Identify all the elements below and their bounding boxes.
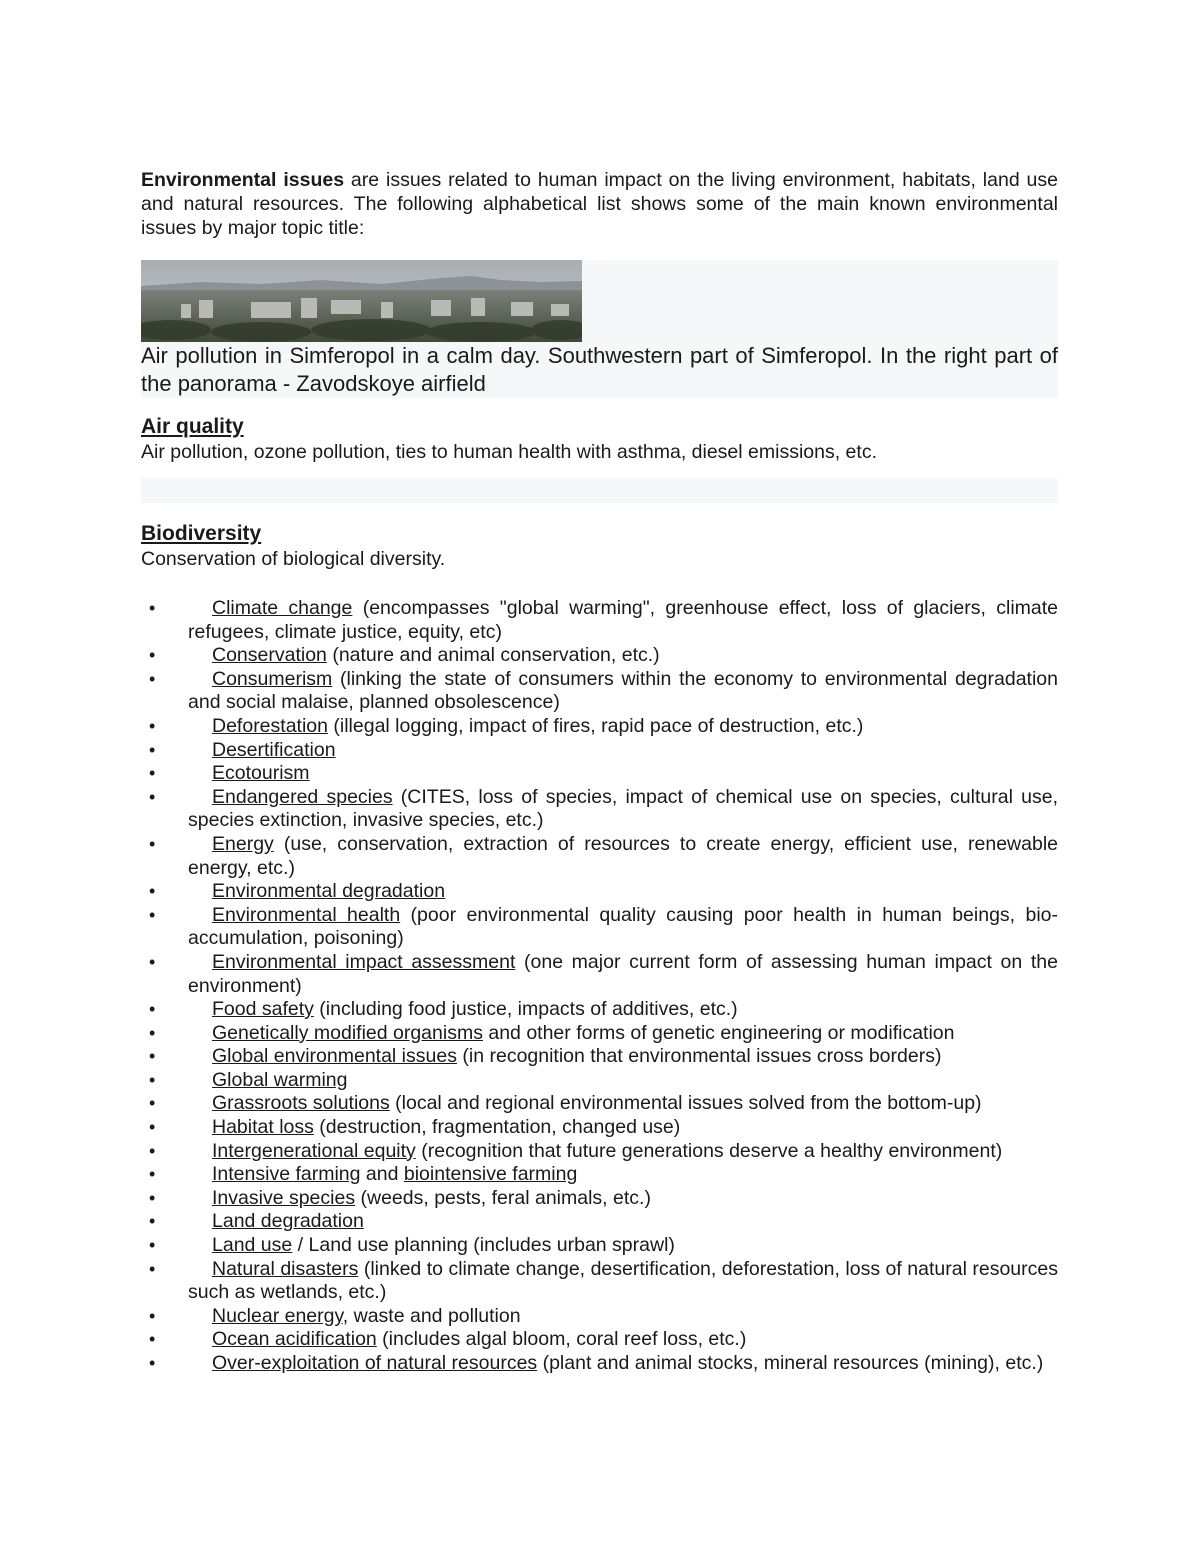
biodiversity-heading[interactable]: Biodiversity [141,522,262,545]
list-item [141,1352,1058,1376]
bullet-icon: • [149,645,156,666]
list-item [141,597,1058,644]
list-item [141,833,1058,880]
issue-link[interactable]: Natural disasters [212,1257,359,1280]
list-item [141,1305,1058,1329]
intro-bold-term: Environmental issues [141,169,345,191]
bullet-icon: • [149,833,156,854]
list-item [141,644,1058,668]
list-item [141,1163,1058,1187]
list-item [141,904,1058,951]
list-item [141,1328,1058,1352]
panorama-image [141,260,582,342]
biodiversity-text: Conservation of biological diversity. [141,548,446,570]
list-item [141,1116,1058,1140]
list-item [141,739,1058,763]
bullet-icon: • [149,1305,156,1326]
issue-description: (weeds, pests, feral animals, etc.) [355,1186,651,1209]
issue-link[interactable]: Environmental degradation [212,880,446,903]
issues-list [141,597,1058,1376]
issue-link[interactable]: Conservation [212,644,327,667]
list-item [141,1140,1058,1164]
bullet-icon: • [149,1117,156,1138]
issue-description: and other forms of genetic engineering or modification [482,1021,955,1044]
issue-description: (plant and animal stocks, mineral resources (mining), etc.) [537,1352,1044,1374]
issue-description: (nature and animal conservation, etc.) [326,644,660,667]
panorama-figure [141,260,1058,398]
issue-description: (recognition that future generations deserve a healthy environment) [415,1139,1003,1162]
list-item [141,880,1058,904]
list-item [141,786,1058,833]
bullet-icon: • [149,1235,156,1256]
air-quality-heading[interactable]: Air quality [141,415,244,438]
issue-description: (destruction, fragmentation, changed use) [313,1116,681,1139]
issue-description: , waste and pollution [342,1304,521,1327]
issue-description: (local and regional environmental issues solved from the bottom-up) [389,1092,982,1115]
issue-link[interactable]: Deforestation [212,714,328,737]
issue-description: (including food justice, impacts of additives, etc.) [313,998,738,1021]
bullet-icon: • [149,881,156,902]
shaded-separator [141,478,1058,503]
bullet-icon: • [149,1140,156,1161]
bullet-icon: • [149,763,156,784]
issue-description: (in recognition that environmental issues cross borders) [456,1045,942,1068]
list-item [141,1069,1058,1093]
issue-link[interactable]: Consumerism [212,667,333,690]
bullet-icon: • [149,1211,156,1232]
bullet-icon: • [149,1353,156,1373]
issue-description: (one major current form of assessing human impact on the environment) [188,950,1058,997]
issue-link[interactable]: Environmental impact assessment [212,950,516,973]
list-item [141,1022,1058,1046]
list-item [141,715,1058,739]
issue-link[interactable]: Ecotourism [212,762,310,785]
list-item [141,1210,1058,1234]
bullet-icon: • [149,1329,156,1350]
issue-link[interactable]: Land degradation [212,1210,364,1233]
issue-link[interactable]: Intergenerational equity [212,1139,416,1162]
issue-link[interactable]: Energy [212,832,274,855]
issue-link[interactable]: Environmental health [212,903,401,926]
issue-description: and [360,1163,404,1186]
air-quality-text: Air pollution, ozone pollution, ties to human health with asthma, diesel emissions, etc. [141,441,877,463]
list-item [141,1092,1058,1116]
issue-description: (use, conservation, extraction of resources to create energy, efficient use, renewable energy, etc.) [188,832,1058,879]
bullet-icon: • [149,715,156,736]
figure-caption: Air pollution in Simferopol in a calm day. Southwestern part of Simferopol. In the right part of the panorama - Zavodskoye airfield [141,343,1058,396]
issue-link[interactable]: Food safety [212,998,314,1021]
list-item [141,1234,1058,1258]
list-item [141,1258,1058,1305]
issue-link[interactable]: Climate change [212,597,353,619]
issue-link[interactable]: Ocean acidification [212,1328,377,1351]
issue-link[interactable]: Nuclear energy [212,1304,343,1327]
issue-link[interactable]: Land use [212,1234,293,1257]
issue-link[interactable]: Desertification [212,738,336,761]
bullet-icon: • [149,1046,156,1067]
bullet-icon: • [149,786,156,807]
issue-description: (illegal logging, impact of fires, rapid pace of destruction, etc.) [327,714,864,737]
issue-description: (linked to climate change, desertification, deforestation, loss of natural resources such as wetlands, etc.) [188,1257,1058,1304]
list-item [141,998,1058,1022]
biodiversity-section [141,521,1058,571]
bullet-icon: • [149,999,156,1020]
bullet-icon: • [149,739,156,760]
list-item [141,1187,1058,1211]
bullet-icon: • [149,1164,156,1185]
issue-link[interactable]: Global warming [212,1068,348,1091]
list-item [141,1045,1058,1069]
air-quality-section [141,414,1058,464]
bullet-icon: • [149,668,156,689]
issue-description: (CITES, loss of species, impact of chemical use on species, cultural use, species extinction, invasive species, etc.) [188,785,1058,832]
issue-link[interactable]: biointensive farming [403,1163,578,1186]
document-page [141,168,1058,1376]
issue-description: (poor environmental quality causing poor health in human beings, bio-accumulation, poisoning) [188,903,1058,950]
issue-link[interactable]: Over-exploitation of natural resources [212,1352,538,1374]
bullet-icon: • [149,1187,156,1208]
issue-description: (encompasses "global warming", greenhouse effect, loss of glaciers, climate refugees, climate justice, equity, etc) [188,597,1059,643]
issue-link[interactable]: Intensive farming [212,1163,361,1186]
bullet-icon: • [149,951,156,972]
issue-description: (includes algal bloom, coral reef loss, etc.) [376,1328,747,1351]
issue-link[interactable]: Global environmental issues [212,1045,457,1068]
issue-link[interactable]: Endangered species [212,785,393,808]
bullet-icon: • [149,1069,156,1090]
bullet-icon: • [149,1093,156,1114]
bullet-icon: • [149,1022,156,1043]
bullet-icon: • [149,904,156,925]
bullet-icon: • [149,598,156,618]
issue-description: (linking the state of consumers within the economy to environmental degradation and social malaise, planned obsolescence) [188,667,1058,714]
issue-link[interactable]: Habitat loss [212,1116,314,1139]
issue-link[interactable]: Invasive species [212,1186,356,1209]
bullet-icon: • [149,1258,156,1279]
issue-link[interactable]: Genetically modified organisms [212,1021,483,1044]
issue-description: / Land use planning (includes urban sprawl) [292,1234,675,1257]
issue-link[interactable]: Grassroots solutions [212,1092,390,1115]
list-item [141,762,1058,786]
list-item [141,668,1058,715]
intro-paragraph [141,168,1058,240]
intro-text: are issues related to human impact on the living environment, habitats, land use and natural resources. The following alphabetical list shows some of the main known environmental issues by major topic title: [141,169,1058,239]
list-item [141,951,1058,998]
